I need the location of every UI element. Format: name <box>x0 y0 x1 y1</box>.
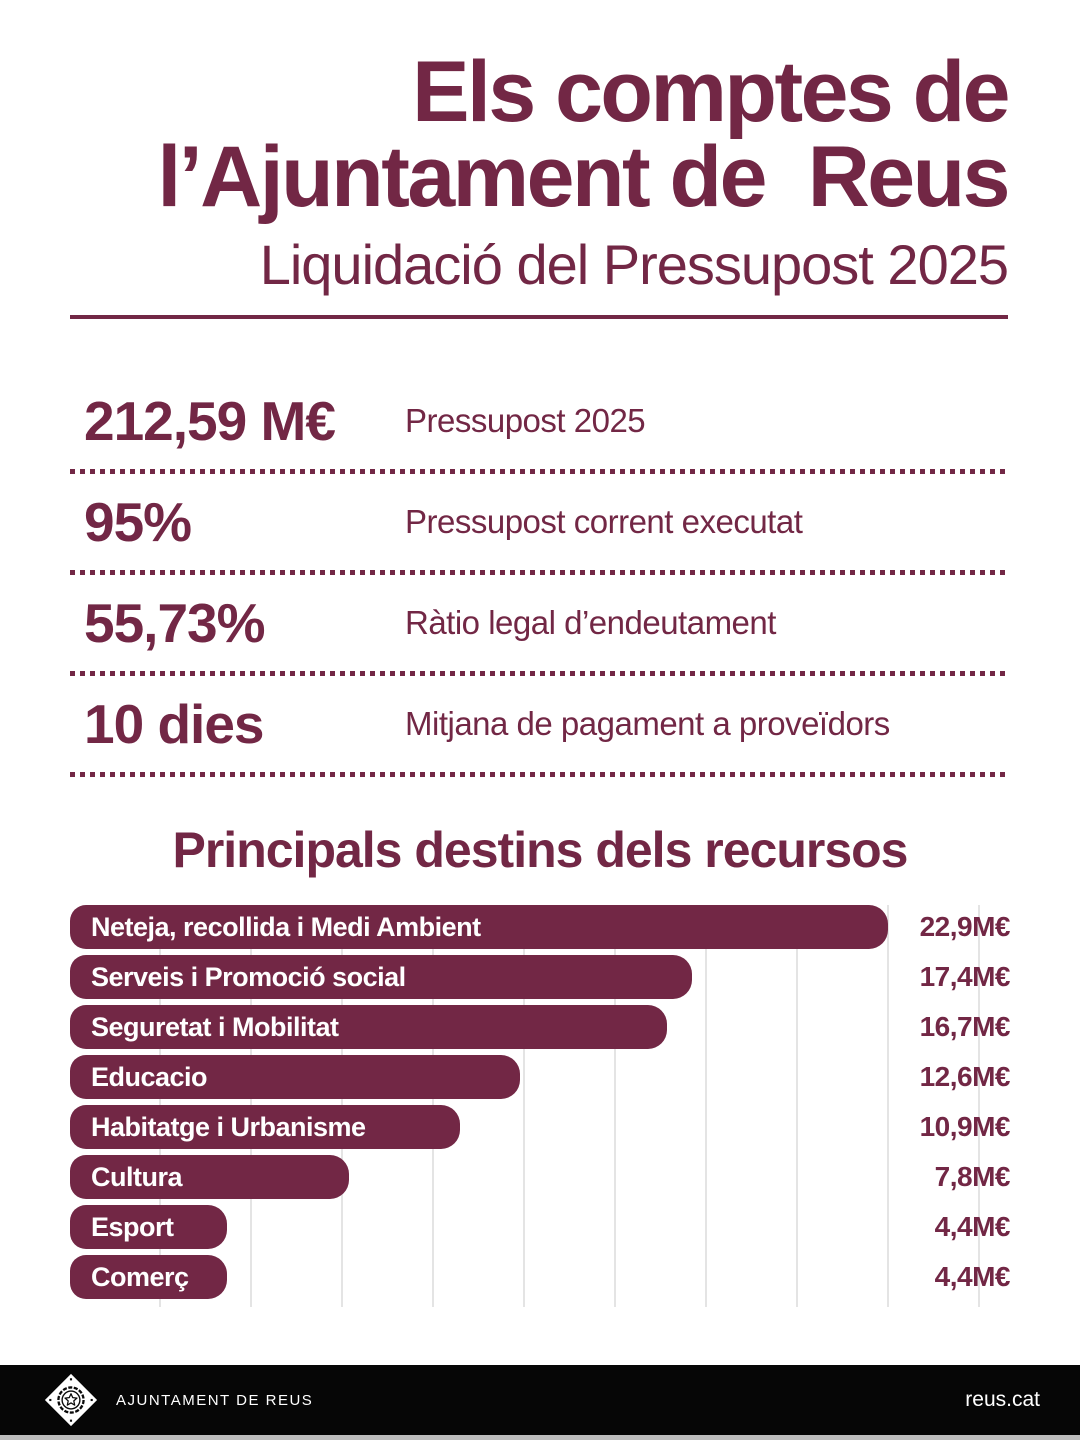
stat-row <box>70 676 1010 772</box>
bar-label: Cultura <box>91 1161 182 1192</box>
bar-value: 16,7M€ <box>919 1011 1010 1043</box>
stat-label: Pressupost 2025 <box>405 402 646 440</box>
footer-site-link[interactable]: reus.cat <box>965 1388 1040 1411</box>
bar-value: 12,6M€ <box>919 1061 1010 1093</box>
bar-value: 4,4M€ <box>934 1211 1010 1243</box>
bar-row <box>70 1155 1010 1199</box>
bar-label: Seguretat i Mobilitat <box>91 1011 339 1042</box>
bar <box>70 905 888 949</box>
reus-emblem-logo <box>42 1371 100 1429</box>
bar-label: Comerç <box>91 1261 189 1292</box>
stat-row <box>70 373 1010 469</box>
bar <box>70 1155 349 1199</box>
dotted-divider <box>70 772 1010 777</box>
key-figures <box>70 373 1010 777</box>
bar-label: Habitatge i Urbanisme <box>91 1111 366 1142</box>
stat-value: 55,73% <box>84 592 265 655</box>
bar <box>70 1055 520 1099</box>
bar <box>70 1205 227 1249</box>
page-subtitle: Liquidació del Pressupost 2025 <box>259 233 1008 297</box>
bar-value: 22,9M€ <box>919 911 1010 943</box>
bar-row <box>70 1055 1010 1099</box>
bar-value: 10,9M€ <box>919 1111 1010 1143</box>
bar-label: Esport <box>91 1211 174 1242</box>
stat-label: Pressupost corrent executat <box>405 503 803 541</box>
stat-value: 95% <box>84 491 192 554</box>
footer <box>0 1365 1080 1435</box>
header-divider <box>70 315 1008 319</box>
stat-value: 212,59 M€ <box>84 390 335 453</box>
chart-title: Principals destins dels recursos <box>172 822 908 879</box>
stat-value: 10 dies <box>84 693 264 756</box>
bar-row <box>70 955 1010 999</box>
bar <box>70 1105 460 1149</box>
stat-row <box>70 575 1010 671</box>
bar-chart <box>70 905 1010 1307</box>
page-title-line2: l’Ajuntament de Reus <box>157 129 1008 226</box>
bar <box>70 1005 667 1049</box>
bar-value: 7,8M€ <box>934 1161 1010 1193</box>
bar-label: Serveis i Promoció social <box>91 961 406 992</box>
bar-label: Neteja, recollida i Medi Ambient <box>91 911 481 942</box>
footer-brand <box>42 1371 313 1429</box>
bar-row <box>70 1255 1010 1299</box>
bar <box>70 955 692 999</box>
bottom-strip <box>0 1435 1080 1440</box>
bar-row <box>70 905 1010 949</box>
bar-value: 17,4M€ <box>919 961 1010 993</box>
stat-label: Ràtio legal d’endeutament <box>405 604 776 642</box>
bar-row <box>70 1005 1010 1049</box>
bar-value: 4,4M€ <box>934 1261 1010 1293</box>
bar-row <box>70 1205 1010 1249</box>
header <box>0 0 1080 319</box>
stat-label: Mitjana de pagament a proveïdors <box>405 705 890 743</box>
bar-row <box>70 1105 1010 1149</box>
stat-row <box>70 474 1010 570</box>
bar-label: Educacio <box>91 1061 208 1092</box>
page-title-line1: Els comptes de <box>412 44 1008 140</box>
footer-org: AJUNTAMENT DE REUS <box>116 1391 314 1409</box>
bar <box>70 1255 227 1299</box>
